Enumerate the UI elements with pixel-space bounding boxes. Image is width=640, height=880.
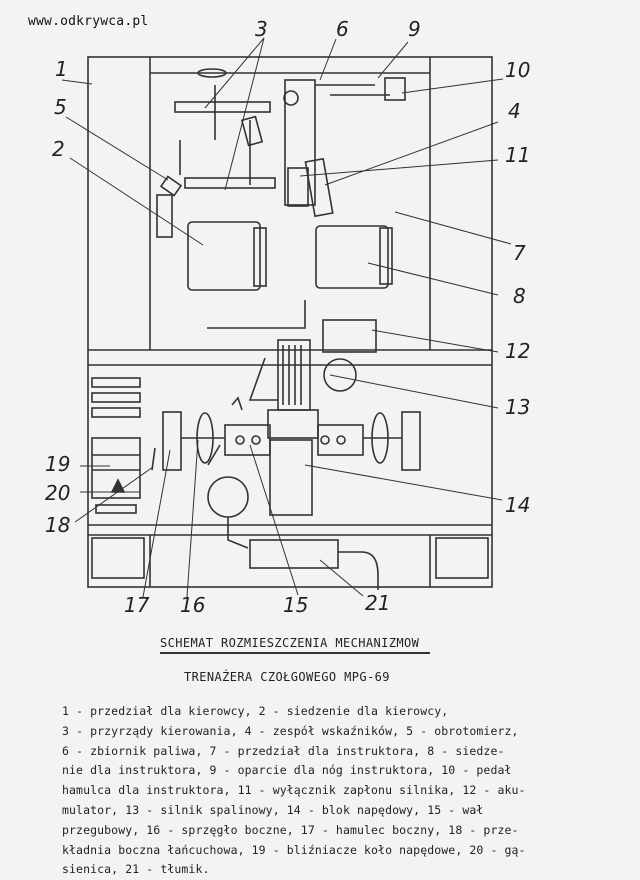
watermark: www.odkrywca.pl — [28, 14, 149, 29]
callout-20: 20 — [45, 481, 71, 505]
legend-line: 6 - zbiornik paliwa, 7 - przedział dla instruktora, 8 - siedze- — [62, 743, 505, 758]
legend-line: sienica, 21 - tłumik. — [62, 862, 210, 877]
caption-title-line2: TRENAŻERA CZOŁGOWEGO MPG-69 — [184, 670, 390, 684]
legend-line: hamulca dla instruktora, 11 - wyłącznik zapłonu silnika, 12 - aku- — [62, 783, 526, 798]
legend-line: przegubowy, 16 - sprzęgło boczne, 17 - hamulec boczny, 18 - prze- — [62, 822, 519, 837]
legend-line: mulator, 13 - silnik spalinowy, 14 - blok napędowy, 15 - wał — [62, 802, 484, 817]
callout-21: 21 — [365, 591, 391, 615]
legend-line: kładnia boczna łańcuchowa, 19 - bliźniacze koło napędowe, 20 - gą- — [62, 842, 526, 857]
drive-block — [268, 410, 318, 438]
legend-line: 1 - przedział dla kierowcy, 2 - siedzenie dla kierowcy, — [62, 704, 449, 718]
callout-18: 18 — [45, 513, 71, 537]
callout-5: 5 — [54, 95, 67, 119]
callout-15: 15 — [283, 593, 309, 617]
callout-10: 10 — [505, 58, 531, 82]
callout-3: 3 — [255, 17, 268, 41]
callout-6: 6 — [336, 17, 349, 41]
side-brake — [163, 412, 181, 470]
callout-8: 8 — [513, 284, 526, 308]
driver-seat — [188, 222, 260, 290]
callout-9: 9 — [408, 17, 421, 41]
instructor-seat — [316, 226, 388, 288]
callout-12: 12 — [505, 339, 531, 363]
legend — [62, 702, 590, 880]
callout-17: 17 — [124, 593, 150, 617]
callout-14: 14 — [505, 493, 531, 517]
vehicle-outline — [88, 57, 492, 587]
callout-1: 1 — [55, 57, 68, 81]
callout-13: 13 — [505, 395, 531, 419]
callout-2: 2 — [52, 137, 65, 161]
callout-4: 4 — [508, 99, 521, 123]
callout-19: 19 — [45, 452, 71, 476]
battery — [323, 320, 376, 352]
callout-16: 16 — [180, 593, 206, 617]
callout-11: 11 — [505, 143, 531, 167]
callout-7: 7 — [513, 241, 526, 265]
caption-title-line1: SCHEMAT ROZMIESZCZENIA MECHANIZMOW — [160, 636, 430, 654]
legend-line: 3 - przyrządy kierowania, 4 - zespół wskaźników, 5 - obrotomierz, — [62, 723, 519, 738]
legend-line: nie dla instruktora, 9 - oparcie dla nóg instruktora, 10 - pedał — [62, 763, 512, 778]
